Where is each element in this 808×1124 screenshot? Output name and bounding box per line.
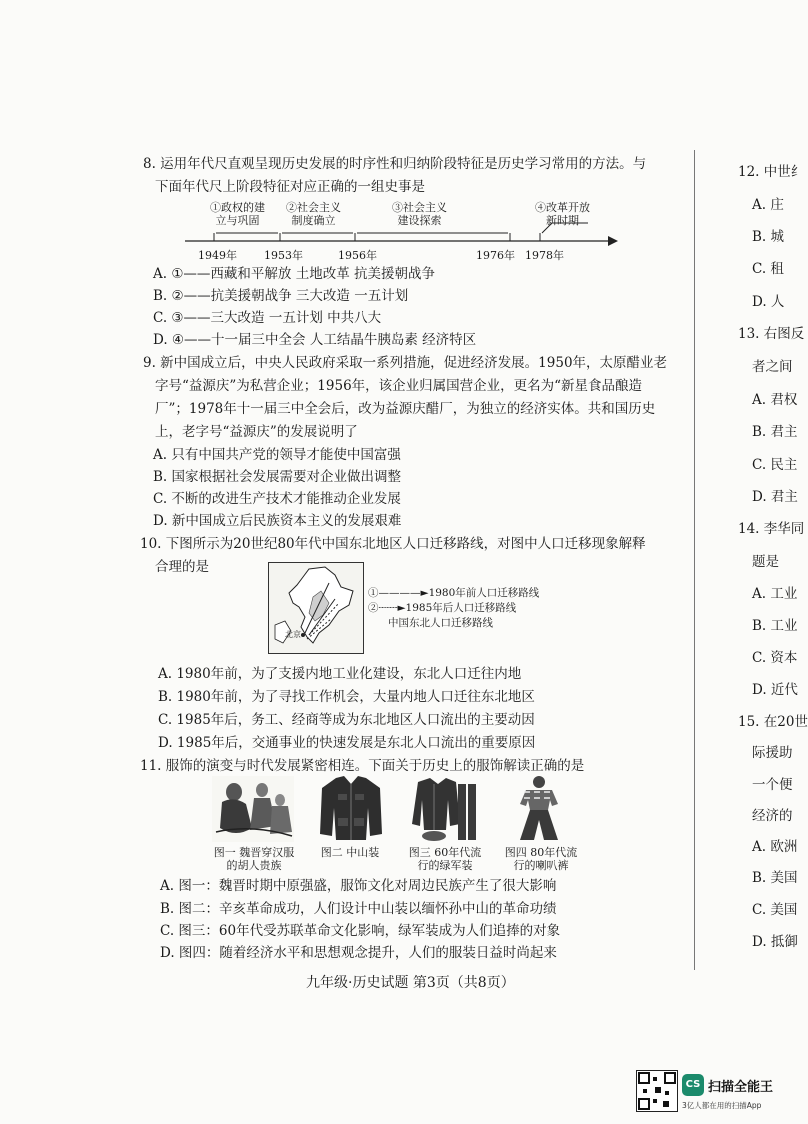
q9-option-b: B. 国家根据社会发展需要对企业做出调整 [153,469,402,485]
q8-option-d: D. ④——十一届三中全会 人工结晶牛胰岛素 经济特区 [153,332,477,348]
map-legend [368,586,539,631]
q9-option-c: C. 不断的改进生产技术才能推动企业发展 [153,491,401,507]
fig4-caption: 图四 80年代流 行的喇叭裤 [504,846,578,872]
q9-stem-line4: 上，老字号“益源庆”的发展说明了 [155,424,358,440]
right-col-line: C. 美国 [752,902,798,918]
q11-stem: 11. 服饰的演变与时代发展紧密相连。下面关于历史上的服饰解读正确的是 [140,758,585,774]
right-col-line: 一个便 [752,777,793,793]
q10-option-c: C. 1985年后，务工、经商等成为东北地区人口流出的主要动因 [158,712,535,728]
right-col-line: 际援助 [752,745,793,761]
legend-before-1980: ①————►1980年前人口迁移路线 [368,587,540,599]
legend-after-1985: ②┈┈┈►1985年后人口迁移路线 [368,602,517,614]
map-caption: 中国东北人口迁移路线 [388,617,493,629]
q9-stem-line2: 字号“益源庆”为私营企业；1956年，该企业归属国营企业，更名为“新星食品酿造 [155,378,643,394]
qr-code-icon [636,1070,678,1112]
timeline-stage-2: ②社会主义 制度确立 [286,201,341,227]
right-col-line: 题是 [752,554,779,570]
right-col-line: B. 工业 [752,618,798,634]
right-col-line: 14. 李华同 [738,521,805,537]
q8-option-a: A. ①——西藏和平解放 土地改革 抗美援朝战争 [153,266,436,282]
q10-option-a: A. 1980年前，为了支援内地工业化建设，东北人口迁往内地 [158,666,522,682]
right-col-line: C. 资本 [752,650,798,666]
right-col-line: D. 人 [752,294,785,310]
scanner-app-name: 扫描全能王 [708,1080,774,1095]
fig2-caption: 图二 中山装 [320,846,380,859]
q9-stem-line1: 9. 新中国成立后，中央人民政府采取一系列措施，促进经济发展。1950年，太原醋业老 [143,355,668,371]
q10-option-b: B. 1980年前，为了寻找工作机会，大量内地人口迁往东北地区 [158,689,535,705]
right-col-line: A. 工业 [752,586,798,602]
year-1956: 1956年 [338,249,377,262]
right-col-line: B. 美国 [752,870,798,886]
right-col-line: B. 城 [752,229,785,245]
right-col-line: A. 欧洲 [752,839,798,855]
right-col-line: C. 租 [752,261,784,277]
year-1978: 1978年 [525,249,564,262]
right-col-line: D. 君主 [752,489,798,505]
right-col-line: 13. 右图反 [738,326,805,342]
q8-option-c: C. ③——三大改造 一五计划 中共八大 [153,310,382,326]
right-col-line: 12. 中世纟 [738,164,805,180]
right-col-line: B. 君主 [752,424,798,440]
right-col-line: A. 君权 [752,392,798,408]
q11-option-b: B. 图二：辛亥革命成功，人们设计中山装以缅怀孙中山的革命功绩 [160,901,557,917]
q11-option-d: D. 图四：随着经济水平和思想观念提升，人们的服装日益时尚起来 [160,945,557,961]
q8-stem-line2: 下面年代尺上阶段特征对应正确的一组史事是 [155,179,425,195]
timeline-stage-3: ③社会主义 建设探索 [392,201,447,227]
q9-option-a: A. 只有中国共产党的领导才能使中国富强 [153,447,401,463]
timeline-stage-4: ④改革开放 新时期 [535,201,590,227]
right-col-line: D. 近代 [752,682,798,698]
fig4-bell-bottoms-illustration [514,774,564,842]
northeast-china-map-icon [269,563,363,653]
fig1-caption: 图一 魏晋穿汉服 的胡人贵族 [213,846,295,872]
q8-stem-line1: 8. 运用年代尺直观呈现历史发展的时序性和归纳阶段特征是历史学习常用的方法。与 [143,156,647,172]
fig3-caption: 图三 60年代流 行的绿军装 [408,846,482,872]
year-1953: 1953年 [264,249,303,262]
timeline [180,195,620,265]
right-col-line: A. 庄 [752,197,784,213]
right-col-line: D. 抵御 [752,934,798,950]
scanner-logo-badge: CS [682,1074,704,1096]
timeline-stage-1: ①政权的建 立与巩固 [210,201,265,227]
right-col-line: 者之间 [752,359,793,375]
q10-stem-line1: 10. 下图所示为20世纪80年代中国东北地区人口迁移路线，对图中人口迁移现象解释 [140,536,646,552]
right-col-line: C. 民主 [752,457,798,473]
fig1-hu-noble-illustration [212,776,294,842]
q10-option-d: D. 1985年后，交通事业的快速发展是东北人口流出的重要原因 [158,735,536,751]
right-col-line: 15. 在20世 [738,714,808,730]
scanner-tagline: 3亿人都在用的扫描App [682,1101,762,1110]
right-col-line: 经济的 [752,808,793,824]
q9-stem-line3: 厂”；1978年十一届三中全会后，改为益源庆醋厂，为独立的经济实体。共和国历史 [155,401,656,417]
year-1949: 1949年 [198,249,237,262]
page-footer: 九年级·历史试题 第3页（共8页） [306,975,515,991]
q11-option-a: A. 图一：魏晋时期中原强盛，服饰文化对周边民族产生了很大影响 [160,878,557,894]
map-city-label: 北京 [285,630,301,639]
migration-map [268,562,364,654]
q10-stem-line2: 合理的是 [155,559,209,575]
year-1976: 1976年 [476,249,515,262]
fig2-zhongshan-suit-illustration [318,774,384,842]
fig3-green-army-uniform-illustration [410,776,478,844]
column-divider [694,150,695,970]
q8-option-b: B. ②——抗美援朝战争 三大改造 一五计划 [153,288,409,304]
q11-option-c: C. 图三：60年代受苏联革命文化影响，绿军装成为人们追捧的对象 [160,923,561,939]
q9-option-d: D. 新中国成立后民族资本主义的发展艰难 [153,513,402,529]
